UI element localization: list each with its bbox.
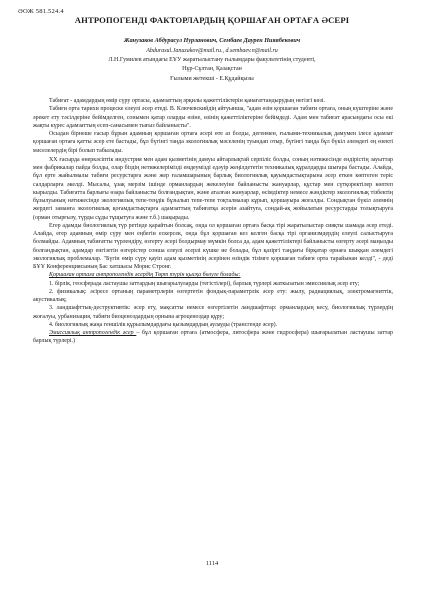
page-number: 1114 xyxy=(205,560,219,567)
list-item: 1. бірлік, геосферада ластаушы заттардың шығарылуларды (тегістілері), барлық түрлері жаткызатын эмиссиялық әсер ету; xyxy=(49,280,360,287)
affiliation-line: Нұр-Сұлтан, Қазақстан xyxy=(182,66,242,73)
emission-term: Эмиссиялық антропогендік әсер xyxy=(49,330,137,336)
author-emails: Abdurasul.Januzakov@mail.ru., d.sembaev.n@mail.ru xyxy=(146,48,278,54)
article-title: АНТРОПОГЕНДІ ФАКТОРЛАРДЫҢ ҚОРШАҒАН ОРТАҒА ӘСЕРІ xyxy=(74,15,350,25)
body-paragraph: Табиғат - адамдардың өмір сүру ортасы, адамзаттың әрқилы қажеттіліктерін қанағаттандырудың негізгі көзі. xyxy=(49,98,325,104)
list-item: 2. физикалық: әсіресе ортаның параметрлерін өзгертетін фондық-параметрлік әсер ету: жылу, радиациялық, электромагниттік, акустикалық; xyxy=(33,288,393,303)
authors: Жанузаков Абдурасул Нурланович, Сембаев Даурен Нияябекович xyxy=(123,37,301,44)
body-paragraph: Осыдан бірнеше ғасыр бұрын адамның қоршаған ортаға әсері өте аз болды, дегенмен, ғылыми-техникалық дамумен ілесе адамзат қоршаған ортаға қатты әсер ете бастады, бұл бүгінгі таңда экологиялық мәселенің туындап отыр, бүгінгі таңда бұл бүкіл әлемдегі ең өзекті мәселелердің бірі болып табылады. xyxy=(33,131,393,154)
supervisor-line: Ғылыми жетекші - Е.Құдайқызы xyxy=(170,75,254,82)
udc-code: ӘОЖ 581.524.4 xyxy=(18,8,64,15)
list-item: 3. ландшафттық-деструктивтік: әсер ету, мақсатты немесе өзгертілетін ландшафттар: орманлардың кесу, биологиялық түрлердің жоғалуы, урбанизация, табиғи биоценоздардың орнына агроценоздар құру; xyxy=(33,305,393,320)
body-paragraph-emission: Эмиссиялық антропогендік әсер – бұл қоршаған ортаға (атмосфера, литосфера және гидросфера) шығарылатын ластаушы заттар барлық түрлері.) xyxy=(33,330,393,345)
affiliation-line: Л.Н.Гумилев атындағы ЕҰУ жаратылыстану ғылымдары факультетінің студенті, xyxy=(108,57,316,64)
body-paragraph: XX ғасырда өнеркәсіптік индустрия мен адам қызметінің дамуы айтарлықтай серпіліс болды, соның нәтижесінде ендірістің зауыттар мен фабрикалар пайда болды, олар біздің нетижелерімізді емдеумізді едәуір жеңілдететін техникалық құралдарды шығара бастады. Алайда, бұл ерте жайылмалы табиғи ресурстарға және жер ғаламшарының барлық биологиялық қауымдастықтарына әсер еткен көптеген теріс салдарларға әкелді. Мысалы, ұзақ мерзім ішінде орманлардың жекелеуіне байланысты жануарлар, құстар мен сүтқоректілер көптеп кырылды. Табиғатта барлығы өзара байланысты болғандықтан, және аталған жануарлар, өсімдіктер немесе жәндіктер экологиялық тізбектің бұзылуының нәтижесінде экологиялық тепе-теңдік бұзылып тепе-тепе тоқталмалар кұрып, қоршауыра жоғалды. Сондықтан бүкіл әлемнің жердегі заманға экологиялық қоғамдастықтарға адамзаттың табиғатқа әсерін азайтуға, сондай-ақ жойылатын ресурстарды толықтыруға (орман отырғызу, түрды сұды тұщытуға және т.б.) шақырады. xyxy=(33,156,393,221)
article-body xyxy=(33,97,393,346)
list-item: 4. биологиялық жаңа геншілік құрылымдардағы қызымдардың аулауды (трансгенде әсер). xyxy=(49,321,278,328)
body-paragraph: Егер адамды биологиялық түр ретінде қарайтын болсақ, онда ол қоршаған ортаға басқа тірі жаратылыстар сияқты шамада әсер етеді. Алайда, егер адамның өмір сүру мен еңбегін ескерсек, онда бұл қоршаған кез келген басқа тірі организмдердің елеулі салыстыруға болмайды. Адамның табиғатты түрлендіру, өзгерту әсері болдырмау мүмкін болса да, адам қажеттіліктері байланысты өзгерту әсері маңызды болғандықтан, адамдар енгізетін өзгерістер сонша елеулі әсерлі күшке ие болады, бұл қазіргі таңдағы бірқатар орнаға шыққан әлемдегі экологиялық проблемалар. "Бүгін өмір сүру қауіп адам қызметінің әсерінен өзіндік тізімге қоршаған табиғи орта тарайынан келді", - деді БҰҰ Конференциясының Бас хатшысы Морис Стронг. xyxy=(33,222,393,270)
list-heading: Қоршаған ортаға антропогендік әсердің Төрт түрін қысқа бөлуге болады: xyxy=(49,272,241,279)
body-paragraph: Табиғи орта тарихи процеске елеулі әсер етеді. В. Ключевскийдің айтуынша, "адам өзін қоршаған табиғи ортаға, оның күштеріне және әрекет ету тәсілдеріне бейімделген, сонымен қатар оларды өзіне, өзінің қажеттіліктеріне бейімдеді. Адам мен табиғат арасындағы осы екі жақты күрес адамзаттың есеп-санасымен тығыз байланысты". xyxy=(33,106,393,129)
affiliation-block xyxy=(0,47,424,84)
